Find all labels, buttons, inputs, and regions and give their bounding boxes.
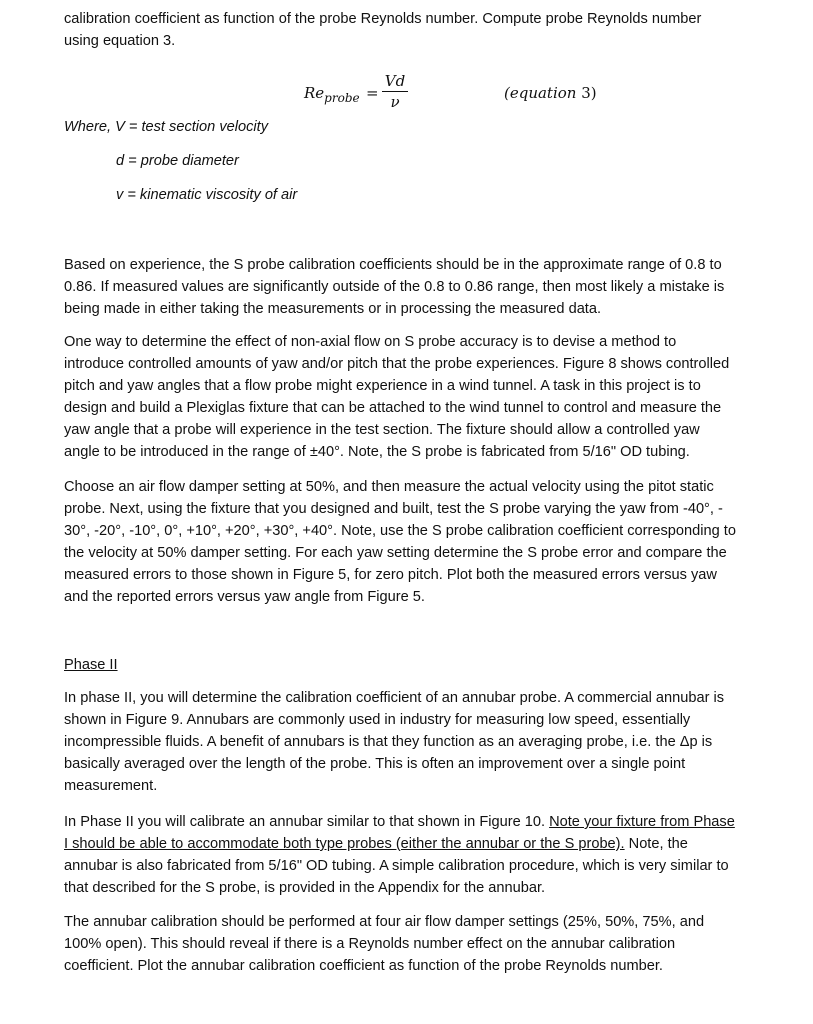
equation-label: (equation 3) bbox=[504, 84, 597, 102]
equation-equals: = bbox=[366, 84, 379, 102]
intro-line-2: using equation 3. bbox=[64, 33, 176, 49]
text-line: Based on experience, the S probe calibration coefficients should be in the approximate range of 0.8 to bbox=[64, 257, 722, 273]
text-line: One way to determine the effect of non-axial flow on S probe accuracy is to devise a method to bbox=[64, 334, 677, 350]
document-page bbox=[64, 8, 780, 974]
text-line: incompressible fluids. A benefit of annubars is that they function as an averaging probe, i.e. the Δp is bbox=[64, 734, 713, 750]
where-v: Where, V = test section velocity bbox=[64, 119, 268, 135]
where-d: d = probe diameter bbox=[116, 153, 239, 169]
text-line: design and build a Plexiglas fixture that can be attached to the wind tunnel to control and measure the bbox=[64, 400, 722, 416]
text-line: introduce controlled amounts of yaw and/or pitch that the probe experiences. Figure 8 shows controlled bbox=[64, 356, 730, 372]
equation-lhs: $Re_{probe}$ bbox=[304, 84, 360, 105]
text-line: 100% open). This should reveal if there is a Reynolds number effect on the annubar calibration bbox=[64, 936, 676, 952]
text-line: measurement. bbox=[64, 778, 158, 794]
equation-numerator: Vd bbox=[384, 72, 406, 90]
paragraph-phase-2-intro bbox=[64, 687, 780, 797]
text-line: I should be able to accommodate both type probes (either the annubar or the S probe). Note, the bbox=[64, 836, 688, 852]
text-line: measured errors to those shown in Figure 5, for zero pitch. Plot both the measured errors versus yaw bbox=[64, 567, 717, 583]
text-line: pitch and yaw angles that a flow probe might experience in a wind tunnel. A task in this project is to bbox=[64, 378, 701, 394]
equation-denominator: ν bbox=[390, 93, 400, 111]
paragraph-non-axial bbox=[64, 331, 780, 463]
text-line: 0.86. If measured values are significantly outside of the 0.8 to 0.86 range, then most likely a mistake is bbox=[64, 279, 725, 295]
text-line: annubar is also fabricated from 5/16" OD tubing. A simple calibration procedure, which is very similar to bbox=[64, 858, 729, 874]
paragraph-calibrate bbox=[64, 811, 780, 899]
text-line: 30°, -20°, -10°, 0°, +10°, +20°, +30°, +40°. Note, use the S probe calibration coefficient corresponding to bbox=[64, 523, 736, 539]
text-line: and the reported errors versus yaw angle from Figure 5. bbox=[64, 589, 425, 605]
text-line: probe. Next, using the fixture that you designed and built, test the S probe varying the yaw from -40°, - bbox=[64, 501, 723, 517]
fraction-bar bbox=[382, 91, 408, 92]
underlined-note: I should be able to accommodate both type probes (either the annubar or the S probe). bbox=[64, 836, 625, 852]
text-line: In Phase II you will calibrate an annubar similar to that shown in Figure 10. Note your fixture from Phase bbox=[64, 814, 735, 830]
text-line: the velocity at 50% damper setting. For each yaw setting determine the S probe error and compare the bbox=[64, 545, 727, 561]
paragraph-range bbox=[64, 254, 780, 320]
text-line: that described for the S probe, is provided in the Appendix for the annubar. bbox=[64, 880, 546, 896]
where-block bbox=[64, 116, 780, 206]
where-nu: v = kinematic viscosity of air bbox=[116, 187, 298, 203]
paragraph-damper bbox=[64, 476, 780, 608]
intro-line-1: calibration coefficient as function of the probe Reynolds number. Compute probe Reynolds number bbox=[64, 11, 702, 27]
equation-fraction bbox=[382, 72, 408, 111]
phase-2-heading: Phase II bbox=[64, 657, 118, 673]
paragraph-settings bbox=[64, 911, 780, 977]
text-line: yaw angle that a probe will experience in the test section. The fixture should allow a controlled yaw bbox=[64, 422, 700, 438]
text-line: The annubar calibration should be performed at four air flow damper settings (25%, 50%, 75%, and bbox=[64, 914, 705, 930]
text-line: angle to be introduced in the range of ±40°. Note, the S probe is fabricated from 5/16" OD tubing. bbox=[64, 444, 690, 460]
text-line: In phase II, you will determine the calibration coefficient of an annubar probe. A commercial annubar is bbox=[64, 690, 725, 706]
text-line: coefficient. Plot the annubar calibration coefficient as function of the probe Reynolds number. bbox=[64, 958, 663, 974]
text-line: being made in either taking the measurements or in processing the measured data. bbox=[64, 301, 602, 317]
underlined-note: Note your fixture from Phase bbox=[549, 814, 735, 830]
text-line: Choose an air flow damper setting at 50%, and then measure the actual velocity using the pitot static bbox=[64, 479, 714, 495]
text-line: shown in Figure 9. Annubars are commonly used in industry for measuring low speed, essentially bbox=[64, 712, 691, 728]
text-line: basically averaged over the length of the probe. This is often an improvement over a single point bbox=[64, 756, 686, 772]
